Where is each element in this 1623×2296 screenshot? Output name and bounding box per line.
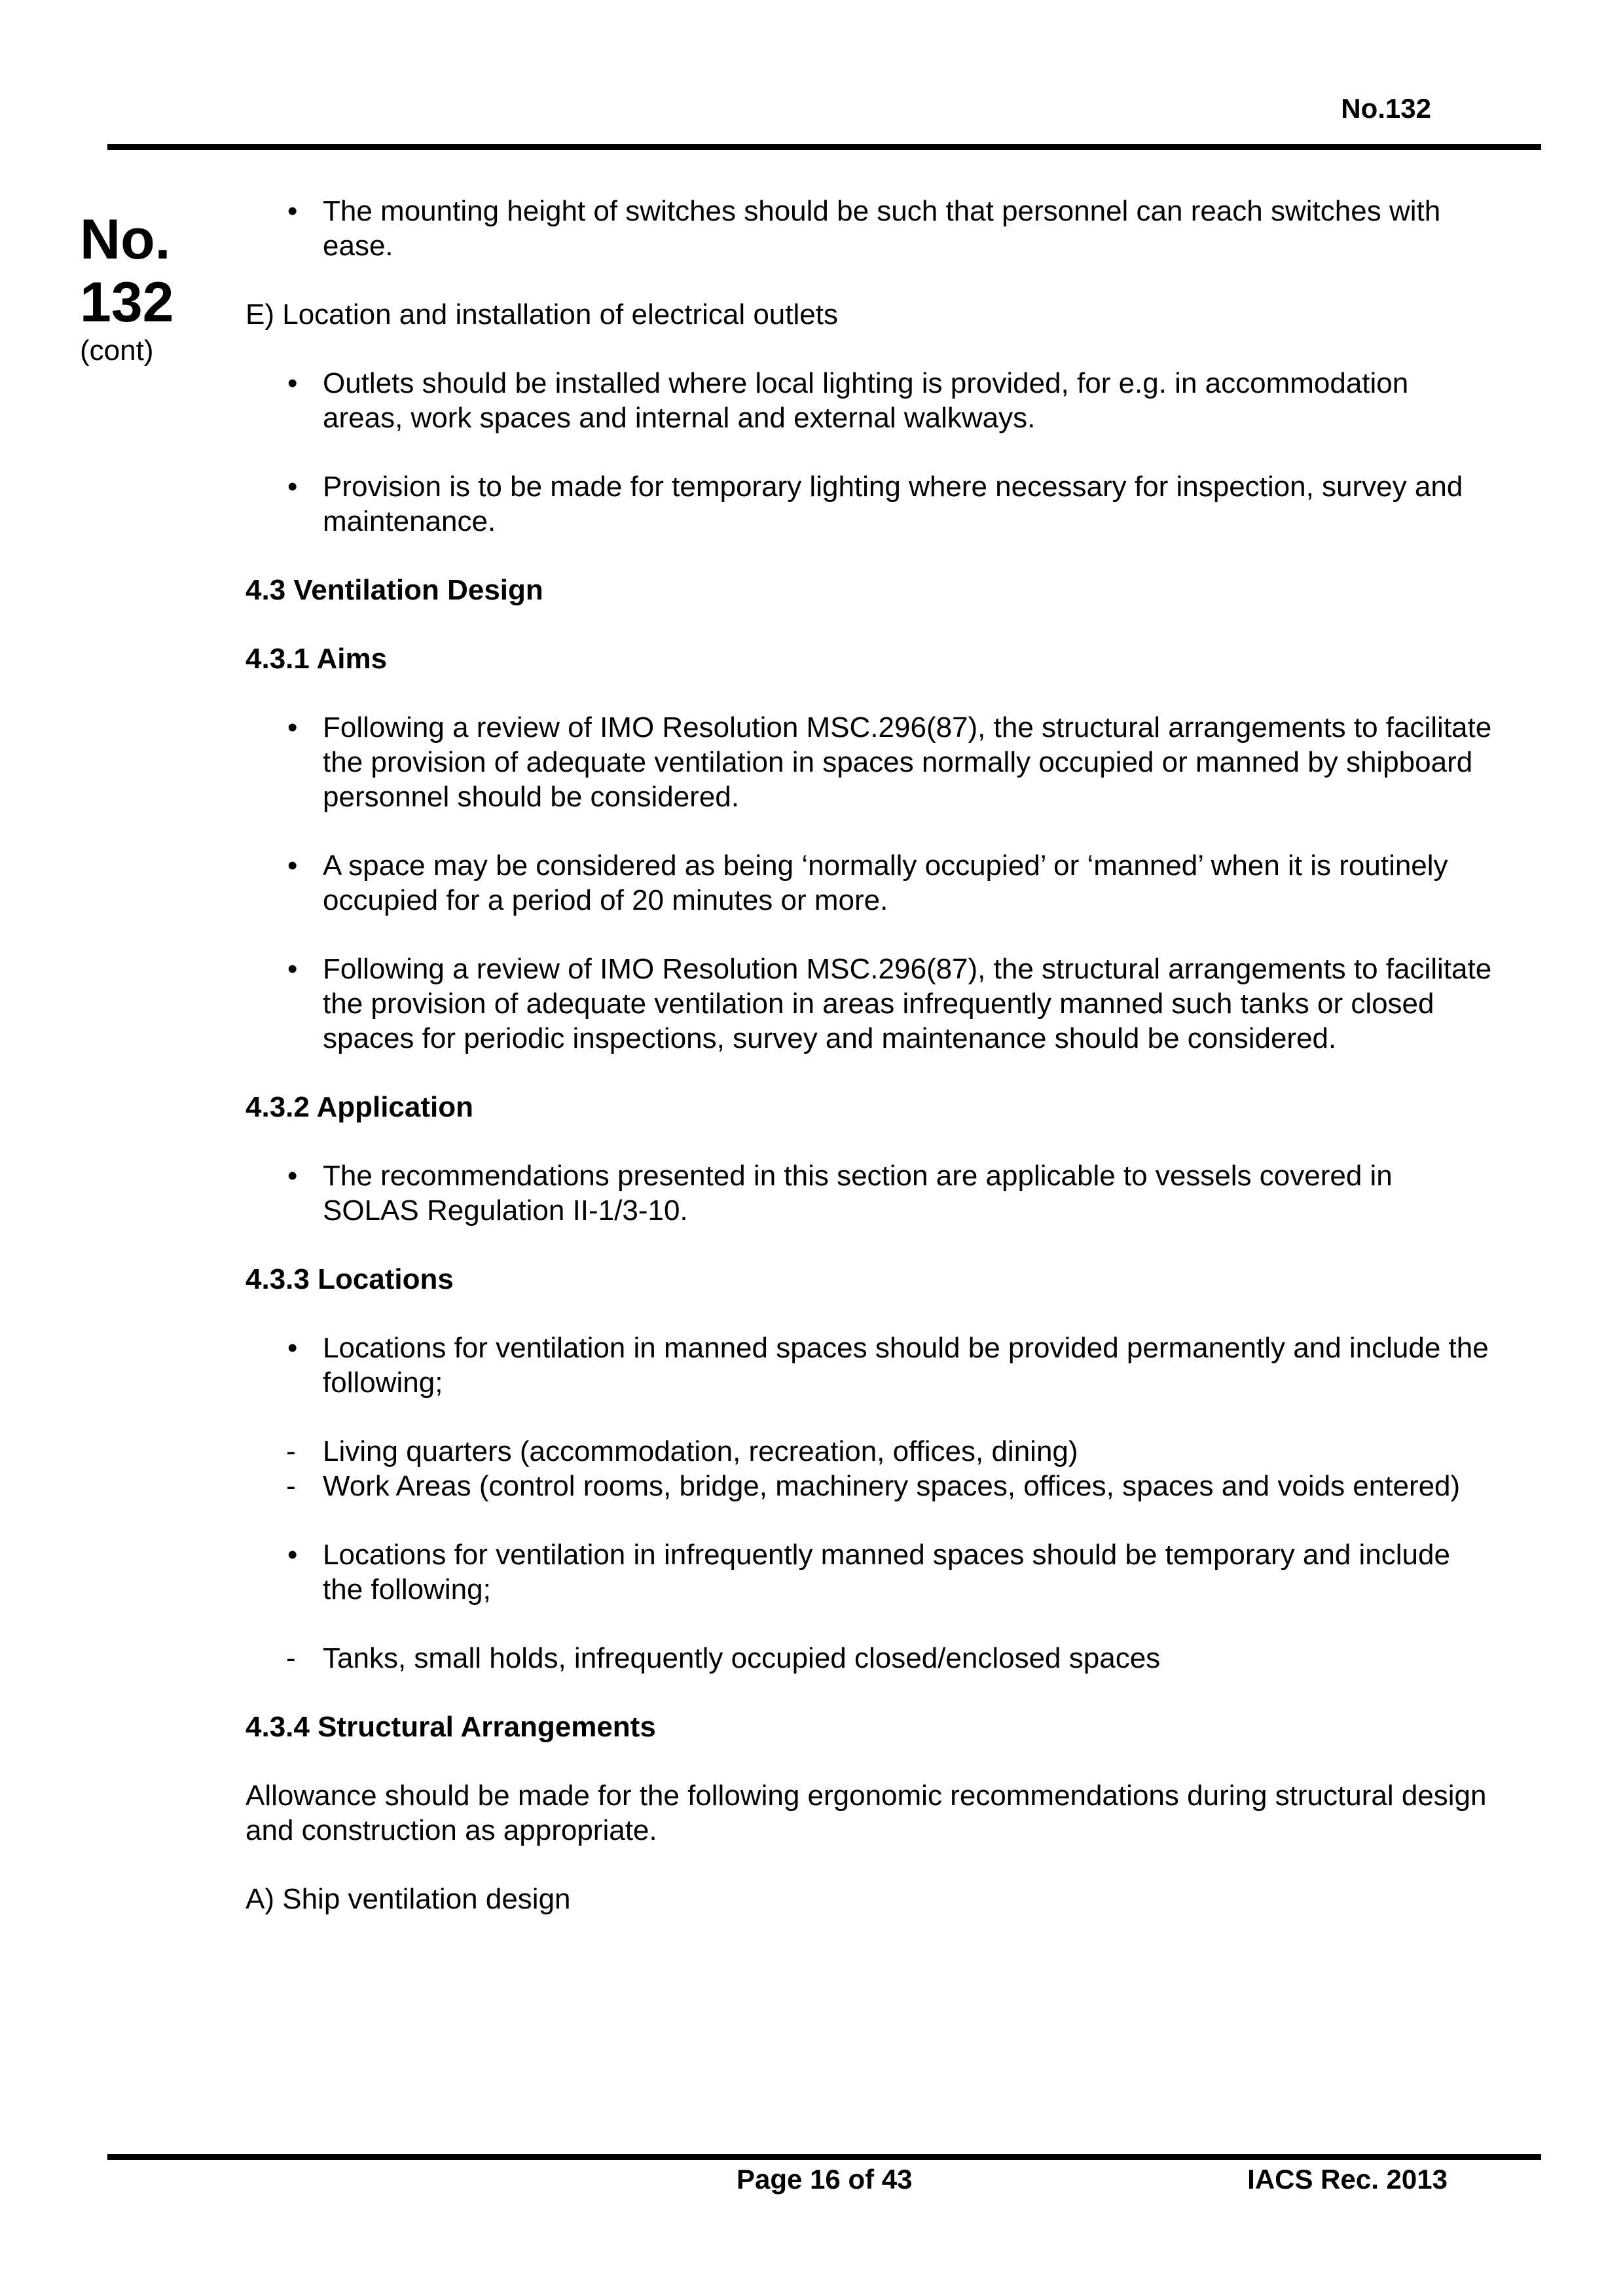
subsection-heading-e: E) Location and installation of electrical outlets — [246, 298, 838, 331]
body-content — [246, 194, 1496, 1916]
bullet-item — [246, 1331, 1496, 1400]
bullet-marker: • — [287, 471, 298, 503]
dash-text: Living quarters (accommodation, recreation, offices, dining) — [323, 1435, 1078, 1467]
bullet-text: Following a review of IMO Resolution MSC.296(87), the structural arrangements to facilitate the provision of adequate ventilation in areas infrequently manned such tanks or closed spaces for periodic inspections, survey and maintenance should be considered. — [323, 953, 1492, 1054]
header-rule — [107, 144, 1541, 150]
bullet-text: The recommendations presented in this section are applicable to vessels covered in SOLAS Regulation II-1/3-10. — [323, 1160, 1393, 1227]
bullet-text: Outlets should be installed where local lighting is provided, for e.g. in accommodation areas, work spaces and internal and external walkways. — [323, 367, 1409, 434]
section-heading-4-3-3: 4.3.3 Locations — [246, 1263, 454, 1295]
dash-marker: - — [286, 1470, 296, 1502]
dash-item — [246, 1469, 1496, 1503]
sidebar-no: No. — [80, 208, 171, 271]
bullet-item — [246, 1158, 1496, 1228]
bullet-text: Locations for ventilation in infrequently manned spaces should be temporary and include the following; — [323, 1539, 1450, 1605]
bullet-marker: • — [287, 1332, 298, 1364]
section-heading-4-3-2: 4.3.2 Application — [246, 1091, 474, 1123]
section-heading-4-3-4: 4.3.4 Structural Arrangements — [246, 1711, 656, 1743]
sidebar-label — [80, 208, 174, 368]
bullet-marker: • — [287, 711, 298, 744]
bullet-text: Following a review of IMO Resolution MSC.296(87), the structural arrangements to facilitate the provision of adequate ventilation in spaces normally occupied or manned by shipboard personnel should be considered. — [323, 711, 1492, 813]
footer-page-number: Page 16 of 43 — [737, 2164, 913, 2195]
dash-marker: - — [286, 1642, 296, 1674]
bullet-text: The mounting height of switches should be such that personnel can reach switches with ease. — [323, 195, 1441, 262]
footer-rule — [107, 2154, 1541, 2160]
sidebar-cont: (cont) — [80, 334, 154, 367]
sidebar-number: 132 — [80, 271, 174, 334]
bullet-marker: • — [287, 367, 298, 399]
header-doc-number: No.132 — [1341, 93, 1431, 124]
bullet-text: A space may be considered as being ‘normally occupied’ or ‘manned’ when it is routinely occupied for a period of 20 minutes or more. — [323, 850, 1448, 916]
bullet-item — [246, 952, 1496, 1056]
bullet-item — [246, 194, 1496, 263]
bullet-text: Locations for ventilation in manned spaces should be provided permanently and include the following; — [323, 1332, 1489, 1399]
dash-item — [246, 1434, 1496, 1469]
section-heading-4-3-1: 4.3.1 Aims — [246, 643, 388, 675]
dash-marker: - — [286, 1435, 296, 1467]
bullet-marker: • — [287, 195, 298, 227]
dash-text: Work Areas (control rooms, bridge, machinery spaces, offices, spaces and voids entered) — [323, 1470, 1461, 1502]
bullet-marker: • — [287, 850, 298, 882]
bullet-item — [246, 366, 1496, 435]
bullet-marker: • — [287, 1160, 298, 1192]
bullet-item — [246, 469, 1496, 539]
footer-rec: IACS Rec. 2013 — [1247, 2164, 1448, 2195]
bullet-marker: • — [287, 1539, 298, 1571]
bullet-marker: • — [287, 953, 298, 985]
bullet-item — [246, 848, 1496, 918]
dash-item — [246, 1641, 1496, 1676]
bullet-item — [246, 1537, 1496, 1607]
dash-text: Tanks, small holds, infrequently occupied closed/enclosed spaces — [323, 1642, 1161, 1674]
bullet-text: Provision is to be made for temporary lighting where necessary for inspection, survey and maintenance. — [323, 471, 1463, 537]
subsection-heading-a: A) Ship ventilation design — [246, 1883, 571, 1915]
paragraph: Allowance should be made for the following ergonomic recommendations during structural design and construction as appropriate. — [246, 1780, 1487, 1846]
bullet-item — [246, 710, 1496, 814]
section-heading-4-3: 4.3 Ventilation Design — [246, 574, 543, 606]
